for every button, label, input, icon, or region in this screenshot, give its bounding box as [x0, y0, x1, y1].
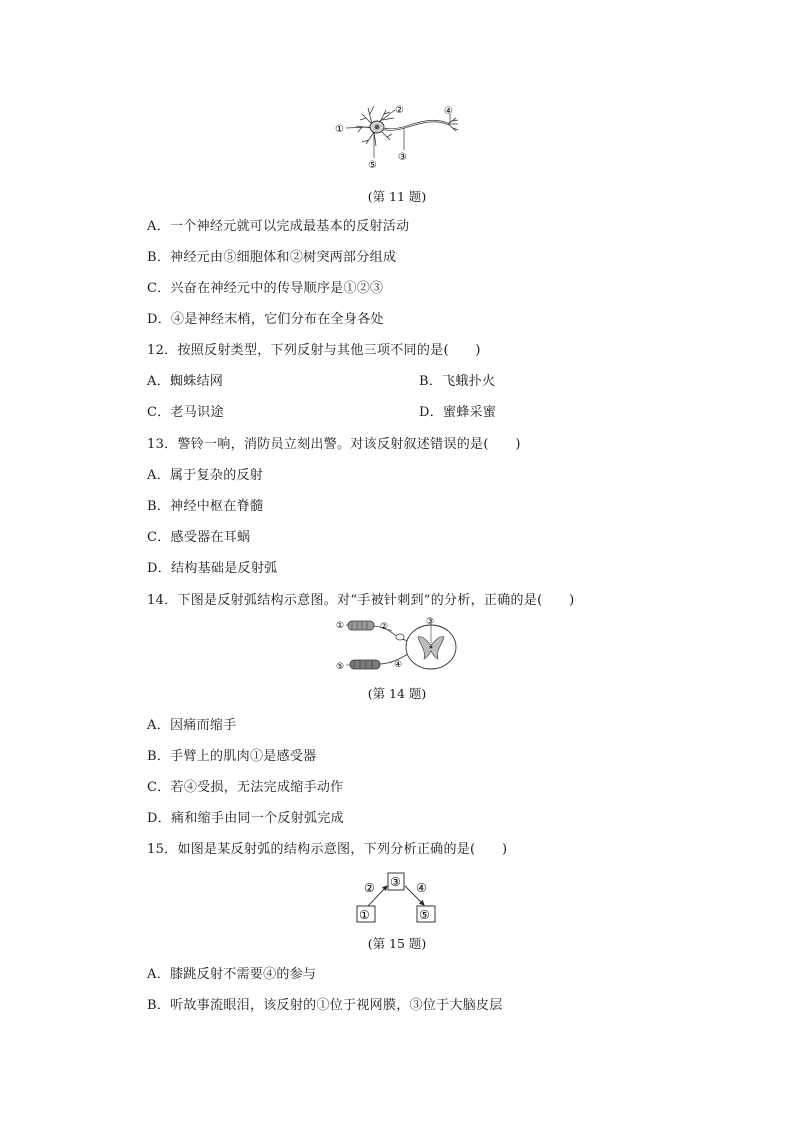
q12-option-c: C．老马识途 — [147, 405, 224, 420]
reflex-label-1: ① — [336, 621, 345, 631]
neuron-label-2: ② — [395, 105, 404, 116]
reflex-arc-figure — [336, 617, 466, 679]
reflex-label-5: ⑤ — [336, 662, 345, 672]
figure-caption-15: (第 15 题) — [367, 936, 427, 951]
q13-option-c: C．感受器在耳蜗 — [147, 530, 251, 545]
q12-option-d: D．蜜蜂采蜜 — [419, 405, 497, 420]
q15-option-a: A．膝跳反射不需要④的参与 — [147, 967, 317, 982]
block-label-2: ② — [364, 881, 375, 895]
q14-option-b: B．手臂上的肌肉①是感受器 — [147, 749, 317, 764]
q11-option-a: A．一个神经元就可以完成最基本的反射活动 — [147, 219, 410, 234]
q13-stem: 13．警铃一响，消防员立刻出警。对该反射叙述错误的是( ) — [147, 437, 521, 452]
q14-option-d: D．痛和缩手由同一个反射弧完成 — [147, 811, 344, 826]
block-label-5: ⑤ — [419, 908, 430, 922]
q14-stem: 14．下图是反射弧结构示意图。对“手被针刺到”的分析，正确的是( ) — [147, 593, 575, 608]
q12-option-a: A．蜘蛛结网 — [147, 374, 224, 389]
figure-caption-14: (第 14 题) — [367, 686, 427, 701]
q15-option-b: B．听故事流眼泪，该反射的①位于视网膜，③位于大脑皮层 — [147, 998, 503, 1013]
q11-option-c: C．兴奋在神经元中的传导顺序是①②③ — [147, 281, 384, 296]
reflex-label-3: ③ — [426, 617, 435, 627]
q14-option-c: C．若④受损，无法完成缩手动作 — [147, 780, 344, 795]
block-label-1: ① — [359, 908, 370, 922]
reflex-label-4: ④ — [394, 660, 403, 670]
q13-option-a: A．属于复杂的反射 — [147, 468, 264, 483]
neuron-figure — [332, 100, 464, 172]
figure-caption-11: (第 11 题) — [367, 189, 427, 204]
neuron-label-1: ① — [335, 124, 344, 135]
q12-option-b: B．飞蛾扑火 — [419, 374, 496, 389]
neuron-label-4: ④ — [444, 106, 453, 117]
q11-option-d: D．④是神经末梢，它们分布在全身各处 — [147, 312, 384, 327]
block-label-3: ③ — [390, 875, 401, 889]
q15-stem: 15．如图是某反射弧的结构示意图，下列分析正确的是( ) — [147, 842, 508, 857]
q11-option-b: B．神经元由⑤细胞体和②树突两部分组成 — [147, 250, 397, 265]
reflex-arc-block-diagram — [352, 870, 444, 926]
neuron-label-5: ⑤ — [368, 160, 377, 171]
reflex-label-2: ② — [380, 622, 389, 632]
q13-option-b: B．神经中枢在脊髓 — [147, 499, 264, 514]
q12-stem: 12．按照反射类型，下列反射与其他三项不同的是( ) — [147, 343, 481, 358]
neuron-label-3: ③ — [398, 152, 407, 163]
q13-option-d: D．结构基础是反射弧 — [147, 561, 278, 576]
q14-option-a: A．因痛而缩手 — [147, 718, 237, 733]
block-label-4: ④ — [416, 881, 427, 895]
